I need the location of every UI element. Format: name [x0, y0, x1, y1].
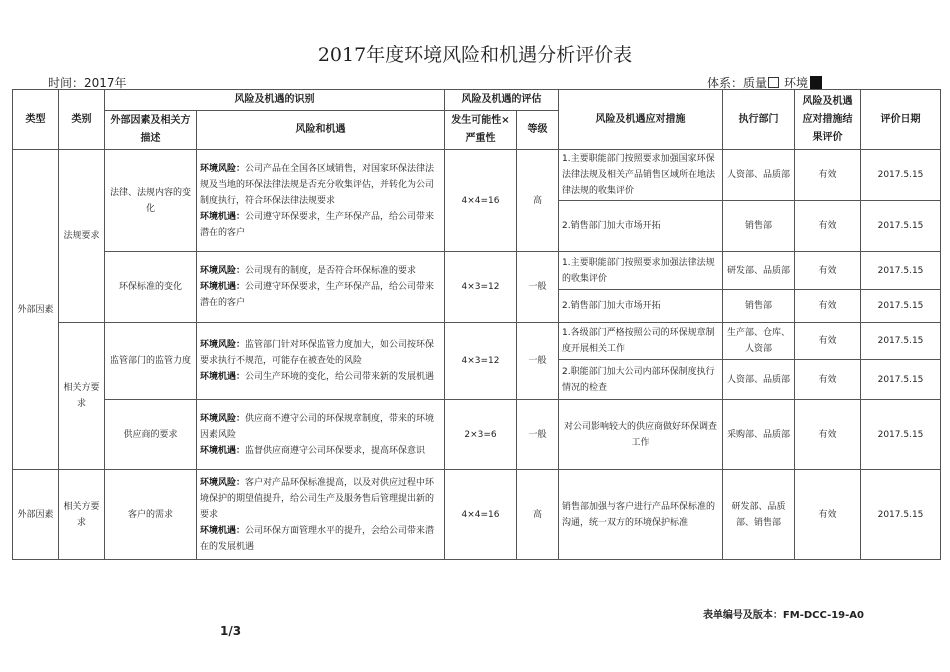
external-desc-cell: 供应商的要求 [105, 400, 197, 470]
opp-text: 监督供应商遵守公司环保要求，提高环保意识 [245, 445, 426, 456]
score-cell: 2×3=6 [445, 400, 517, 470]
table-row [13, 400, 941, 470]
header-probability: 发生可能性×严重性 [445, 111, 517, 150]
table-row [13, 470, 941, 560]
level-cell: 一般 [517, 323, 559, 400]
system-env-label: 环境 [783, 76, 808, 90]
measure-cell: 1.各级部门严格按照公司的环保规章制度开展相关工作 [559, 323, 723, 360]
risk-opp-cell [197, 470, 445, 560]
table-row [13, 323, 941, 360]
measure-cell: 2.职能部门加大公司内部环保制度执行情况的检查 [559, 360, 723, 400]
dept-cell: 生产部、仓库、人资部 [723, 323, 795, 360]
date-cell: 2017.5.15 [861, 252, 941, 290]
opp-text: 公司环保方面管理水平的提升，会给公司带来潜在的发展机遇 [200, 525, 435, 552]
result-cell: 有效 [795, 290, 861, 323]
result-cell: 有效 [795, 150, 861, 201]
result-cell: 有效 [795, 323, 861, 360]
score-cell: 4×3=12 [445, 252, 517, 323]
risk-text: 监管部门针对环保监管力度加大，如公司按环保要求执行不规范，可能存在被查处的风险 [200, 340, 435, 366]
opp-label: 环境机遇： [200, 372, 246, 382]
page-number: 1/3 [220, 624, 242, 638]
result-cell: 有效 [795, 201, 861, 252]
env-checkbox-filled [810, 76, 822, 89]
risk-opp-cell [197, 400, 445, 470]
level-cell: 高 [517, 150, 559, 252]
header-date: 评价日期 [861, 90, 941, 150]
risk-text: 供应商不遵守公司的环保规章制度，带来的环境因素风险 [200, 413, 435, 440]
header-dept: 执行部门 [723, 90, 795, 150]
header-category: 类别 [59, 90, 105, 150]
opp-text: 公司遵守环保要求，生产环保产品，给公司带来潜在的客户 [200, 211, 435, 238]
risk-table [12, 89, 941, 560]
measure-cell: 1.主要职能部门按照要求加强法律法规的收集评价 [559, 252, 723, 290]
risk-label: 环境风险： [200, 340, 246, 350]
header-risk-opp: 风险和机遇 [197, 111, 445, 150]
risk-label: 环境风险： [200, 266, 246, 276]
type-cell: 外部因素 [13, 150, 59, 470]
opp-label: 环境机遇： [200, 282, 246, 292]
measure-cell: 对公司影响较大的供应商做好环保调查工作 [559, 400, 723, 470]
header-type: 类型 [13, 90, 59, 150]
level-cell: 一般 [517, 252, 559, 323]
external-desc-cell: 法律、法规内容的变化 [105, 150, 197, 252]
score-cell: 4×3=12 [445, 323, 517, 400]
dept-cell: 人资部、品质部 [723, 150, 795, 201]
risk-label: 环境风险： [200, 163, 246, 174]
risk-text: 公司产品在全国各区域销售，对国家环保法律法规及当地的环保法律法规是否充分收集评估，并转化为公司制度执行，符合环保法律法规要求 [200, 163, 435, 206]
page-title: 2017年度环境风险和机遇分析评价表 [317, 44, 633, 66]
header-measures: 风险及机遇应对措施 [559, 90, 723, 150]
date-cell: 2017.5.15 [861, 470, 941, 560]
form-code: 表单编号及版本：FM-DCC-19-A0 [702, 610, 864, 621]
measure-cell: 1.主要职能部门按照要求加强国家环保法律法规及相关产品销售区域所在地法律法规的收集评价 [559, 150, 723, 201]
header-level: 等级 [517, 111, 559, 150]
opp-label: 环境机遇： [200, 211, 246, 222]
category-cell: 相关方要求 [59, 323, 105, 470]
opp-label: 环境机遇： [200, 525, 246, 536]
type-cell: 外部因素 [13, 470, 59, 560]
result-cell: 有效 [795, 252, 861, 290]
header-result: 风险及机遇应对措施结果评价 [795, 90, 861, 150]
score-cell: 4×4=16 [445, 470, 517, 560]
result-cell: 有效 [795, 400, 861, 470]
dept-cell: 研发部、品质部 [723, 252, 795, 290]
dept-cell: 人资部、品质部 [723, 360, 795, 400]
dept-cell: 采购部、品质部 [723, 400, 795, 470]
table-row [13, 150, 941, 201]
category-cell: 法规要求 [59, 150, 105, 323]
risk-label: 环境风险： [200, 413, 246, 424]
measure-cell: 2.销售部门加大市场开拓 [559, 290, 723, 323]
risk-text: 公司现有的制度，是否符合环保标准的要求 [245, 266, 417, 276]
system-quality-label: 体系：质量 [706, 76, 767, 90]
measure-cell: 销售部加强与客户进行产品环保标准的沟通，统一双方的环境保护标准 [559, 470, 723, 560]
table-row [13, 252, 941, 290]
date-cell: 2017.5.15 [861, 323, 941, 360]
result-cell: 有效 [795, 470, 861, 560]
date-cell: 2017.5.15 [861, 150, 941, 201]
opp-text: 公司生产环境的变化，给公司带来新的发展机遇 [245, 372, 435, 382]
risk-opp-cell [197, 323, 445, 400]
risk-label: 环境风险： [200, 477, 246, 488]
date-cell: 2017.5.15 [861, 290, 941, 323]
external-desc-cell: 客户的需求 [105, 470, 197, 560]
external-desc-cell: 环保标准的变化 [105, 252, 197, 323]
header-identify-group: 风险及机遇的识别 [105, 90, 445, 111]
level-cell: 一般 [517, 400, 559, 470]
result-cell: 有效 [795, 360, 861, 400]
header-external-desc: 外部因素及相关方描述 [105, 111, 197, 150]
dept-cell: 销售部 [723, 201, 795, 252]
risk-opp-cell [197, 252, 445, 323]
time-label: 时间：2017年 [48, 76, 127, 90]
date-cell: 2017.5.15 [861, 400, 941, 470]
level-cell: 高 [517, 470, 559, 560]
opp-text: 公司遵守环保要求，生产环保产品，给公司带来潜在的客户 [200, 282, 435, 308]
quality-checkbox-empty [768, 77, 779, 88]
date-cell: 2017.5.15 [861, 360, 941, 400]
measure-cell: 2.销售部门加大市场开拓 [559, 201, 723, 252]
external-desc-cell: 监管部门的监管力度 [105, 323, 197, 400]
header-eval-group: 风险及机遇的评估 [445, 90, 559, 111]
dept-cell: 研发部、品质部、销售部 [723, 470, 795, 560]
date-cell: 2017.5.15 [861, 201, 941, 252]
dept-cell: 销售部 [723, 290, 795, 323]
score-cell: 4×4=16 [445, 150, 517, 252]
risk-opp-cell [197, 150, 445, 252]
risk-text: 客户对产品环保标准提高，以及对供应过程中环境保护的期望值提升，给公司生产及服务售后管理提出新的要求 [200, 477, 435, 520]
category-cell: 相关方要求 [59, 470, 105, 560]
opp-label: 环境机遇： [200, 445, 246, 456]
